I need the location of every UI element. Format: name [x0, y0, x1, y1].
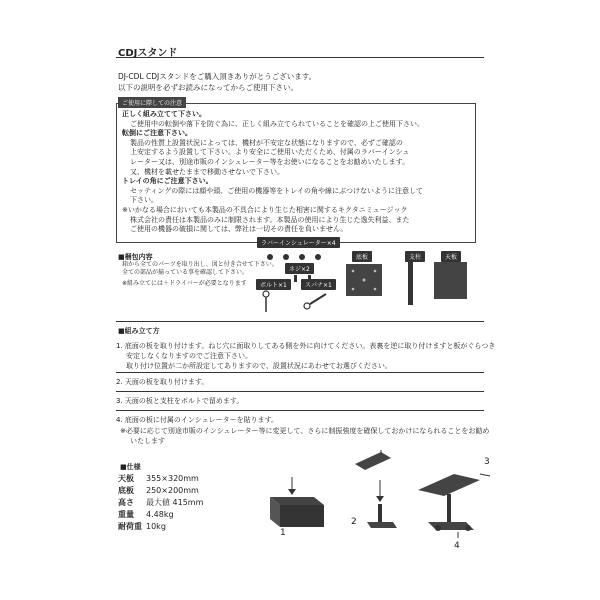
warning-heading: トレイの角にご注意下さい。: [122, 177, 213, 186]
label-spanner: スパナ×1: [301, 279, 336, 290]
diagram-step-2: [345, 450, 405, 532]
intro-text: [118, 71, 316, 93]
package-heading: ■梱包内容: [118, 253, 153, 261]
specs-heading: ■仕様: [120, 463, 141, 471]
package-note: 全ての部品が揃っている事を確認して下さい。: [122, 269, 249, 276]
warning-text: ご使用の機器の破損に関しては、弊社は一切その責任を負いません。: [130, 225, 348, 234]
pointer-line: [480, 474, 490, 476]
diagram-number: 4: [454, 541, 460, 550]
rubber-foot: [315, 254, 321, 260]
intro-line: DJ-CDL CDJスタンドをご購入頂きありがとうございます。: [118, 72, 317, 81]
diagram-number: 3: [484, 457, 490, 467]
plate-hole: [363, 279, 366, 282]
plate-hole: [352, 288, 355, 291]
step-1-cont: 取り付け位置が二か所設定してありますので、設置状況にあわせてお選びください。: [126, 362, 392, 370]
rubber-foot: [465, 525, 471, 531]
warning-heading: 正しく組み立てて下さい。: [122, 110, 206, 118]
pillar-image: [408, 262, 413, 305]
step-3: 3. 天面の板と支柱をボルトで留めます。: [116, 397, 244, 405]
step-2: 2. 天面の板を取り付けます。: [116, 378, 209, 386]
rubber-foot: [435, 525, 441, 531]
pillar-shape: [378, 504, 382, 522]
diagram-step-1: [262, 475, 334, 535]
spec-row: 重量 4.48kg: [118, 510, 174, 519]
bolt-spanner: [258, 288, 338, 320]
intro-line: 以下の説明を必ずお読みになってからご使用下さい。: [118, 83, 298, 92]
assembly-heading: ■組み立て方: [118, 327, 160, 335]
divider: [116, 391, 484, 392]
plate-hole: [374, 288, 377, 291]
warning-heading: 転倒にご注意下さい。: [122, 129, 192, 138]
warning-text: 又、機材を載せたままで移動させないで下さい。: [130, 167, 284, 176]
rubber-foot: [283, 254, 289, 260]
top-plate-shape: [418, 474, 480, 496]
rubber-foot: [299, 254, 305, 260]
label-rubber: ラバーインシュレーター×4: [257, 237, 340, 248]
warning-text: セッティングの際には顔や頭、ご使用の機器等をトレイの角や線にぶつけないように注意して: [130, 186, 423, 195]
package-note: ※組み立てには＋ドライバーが必要となります: [122, 280, 247, 287]
spanner-head: [304, 303, 310, 309]
bottom-plate-image: [345, 262, 385, 300]
diagram-number: 1: [280, 528, 286, 535]
warning-text: 製品の性質上設置状況によっては、機材が不安定な状態になりますので、必ずご確認の: [130, 138, 403, 147]
package-note: 箱から全てのパーツを取り出し、図と付き合せて下さい。: [122, 261, 278, 268]
spec-row: 底板 250×200mm: [118, 486, 199, 495]
spec-row: 高さ 最大値 415mm: [118, 498, 204, 507]
label-screw: ネジ×2: [285, 263, 314, 274]
spec-row: 天板 355×320mm: [118, 474, 199, 483]
label-bolt: ボルト×1: [256, 279, 291, 290]
label-bottom: 底板: [352, 251, 372, 262]
arrow-head: [288, 489, 296, 495]
warning-text: レーター又は、別途市販のインシュレーター等をお使いになることをお勧めいたします。: [130, 158, 410, 166]
step-note: ※必要に応じて別途市販のインシュレーター等に変更して、さらに制振強度を確保しておかけになられることをお勧め: [120, 427, 490, 435]
label-top: 天板: [441, 251, 461, 262]
warning-tab: ご使用に際しての注意: [118, 97, 186, 108]
diagram-step-3-4: [414, 450, 496, 550]
pillar-shape: [447, 494, 451, 522]
warning-text: 上安定するよう設置して下さい。より安全にご使用いただくため、付属のラバーインシュ: [130, 148, 410, 157]
spanner-icon: [310, 294, 326, 304]
bolt-icon: [263, 291, 269, 297]
divider: [116, 321, 484, 322]
step-note-cont: いたします: [130, 437, 165, 445]
plate-hole: [374, 270, 377, 273]
label-pillar: 支柱: [405, 251, 425, 262]
top-plate-image: [434, 262, 467, 299]
step-1: 1. 底面の板を取り付けます。ねじ穴に面取りしてある側を外に向けてください。表裏を逆に取り付けますと板がぐらつき: [116, 342, 496, 350]
plate-front: [280, 505, 324, 527]
package-notes: [122, 261, 278, 288]
spec-row: 耐荷重 10kg: [118, 522, 166, 531]
diagram-number: 2: [351, 517, 357, 527]
arrow-head: [376, 496, 384, 502]
divider: [116, 410, 484, 411]
warning-text: 株式会社の責任は本製品のみに制限されます。本製品の使用により生じた逸失利益、また: [130, 215, 410, 224]
warning-text: ご使用中の転倒や落下を防ぐ為に、正しく組み立てられていることを確認の上ご使用下さい。: [130, 119, 424, 128]
divider: [116, 372, 484, 373]
step-1-cont: 安定しなくなりますのでご注意下さい。: [126, 352, 252, 360]
plate-hole: [352, 270, 355, 273]
top-plate-shape: [355, 452, 391, 470]
title-underline: [116, 57, 484, 58]
page-title: CDJスタンド: [118, 48, 178, 59]
screw-icon: [294, 275, 297, 282]
warning-text: 下さい。: [130, 196, 158, 205]
warning-text: ※いかなる場合においても本製品の不具合により生じた相害に関するキクタニミュージック: [122, 206, 408, 214]
rubber-foot: [267, 254, 273, 260]
base-shape: [367, 522, 397, 528]
specs-table: [118, 473, 207, 533]
step-4: 4. 底面の板に付属のインシュレーターを貼ります。: [116, 416, 279, 424]
rubber-insulators: [264, 250, 324, 264]
